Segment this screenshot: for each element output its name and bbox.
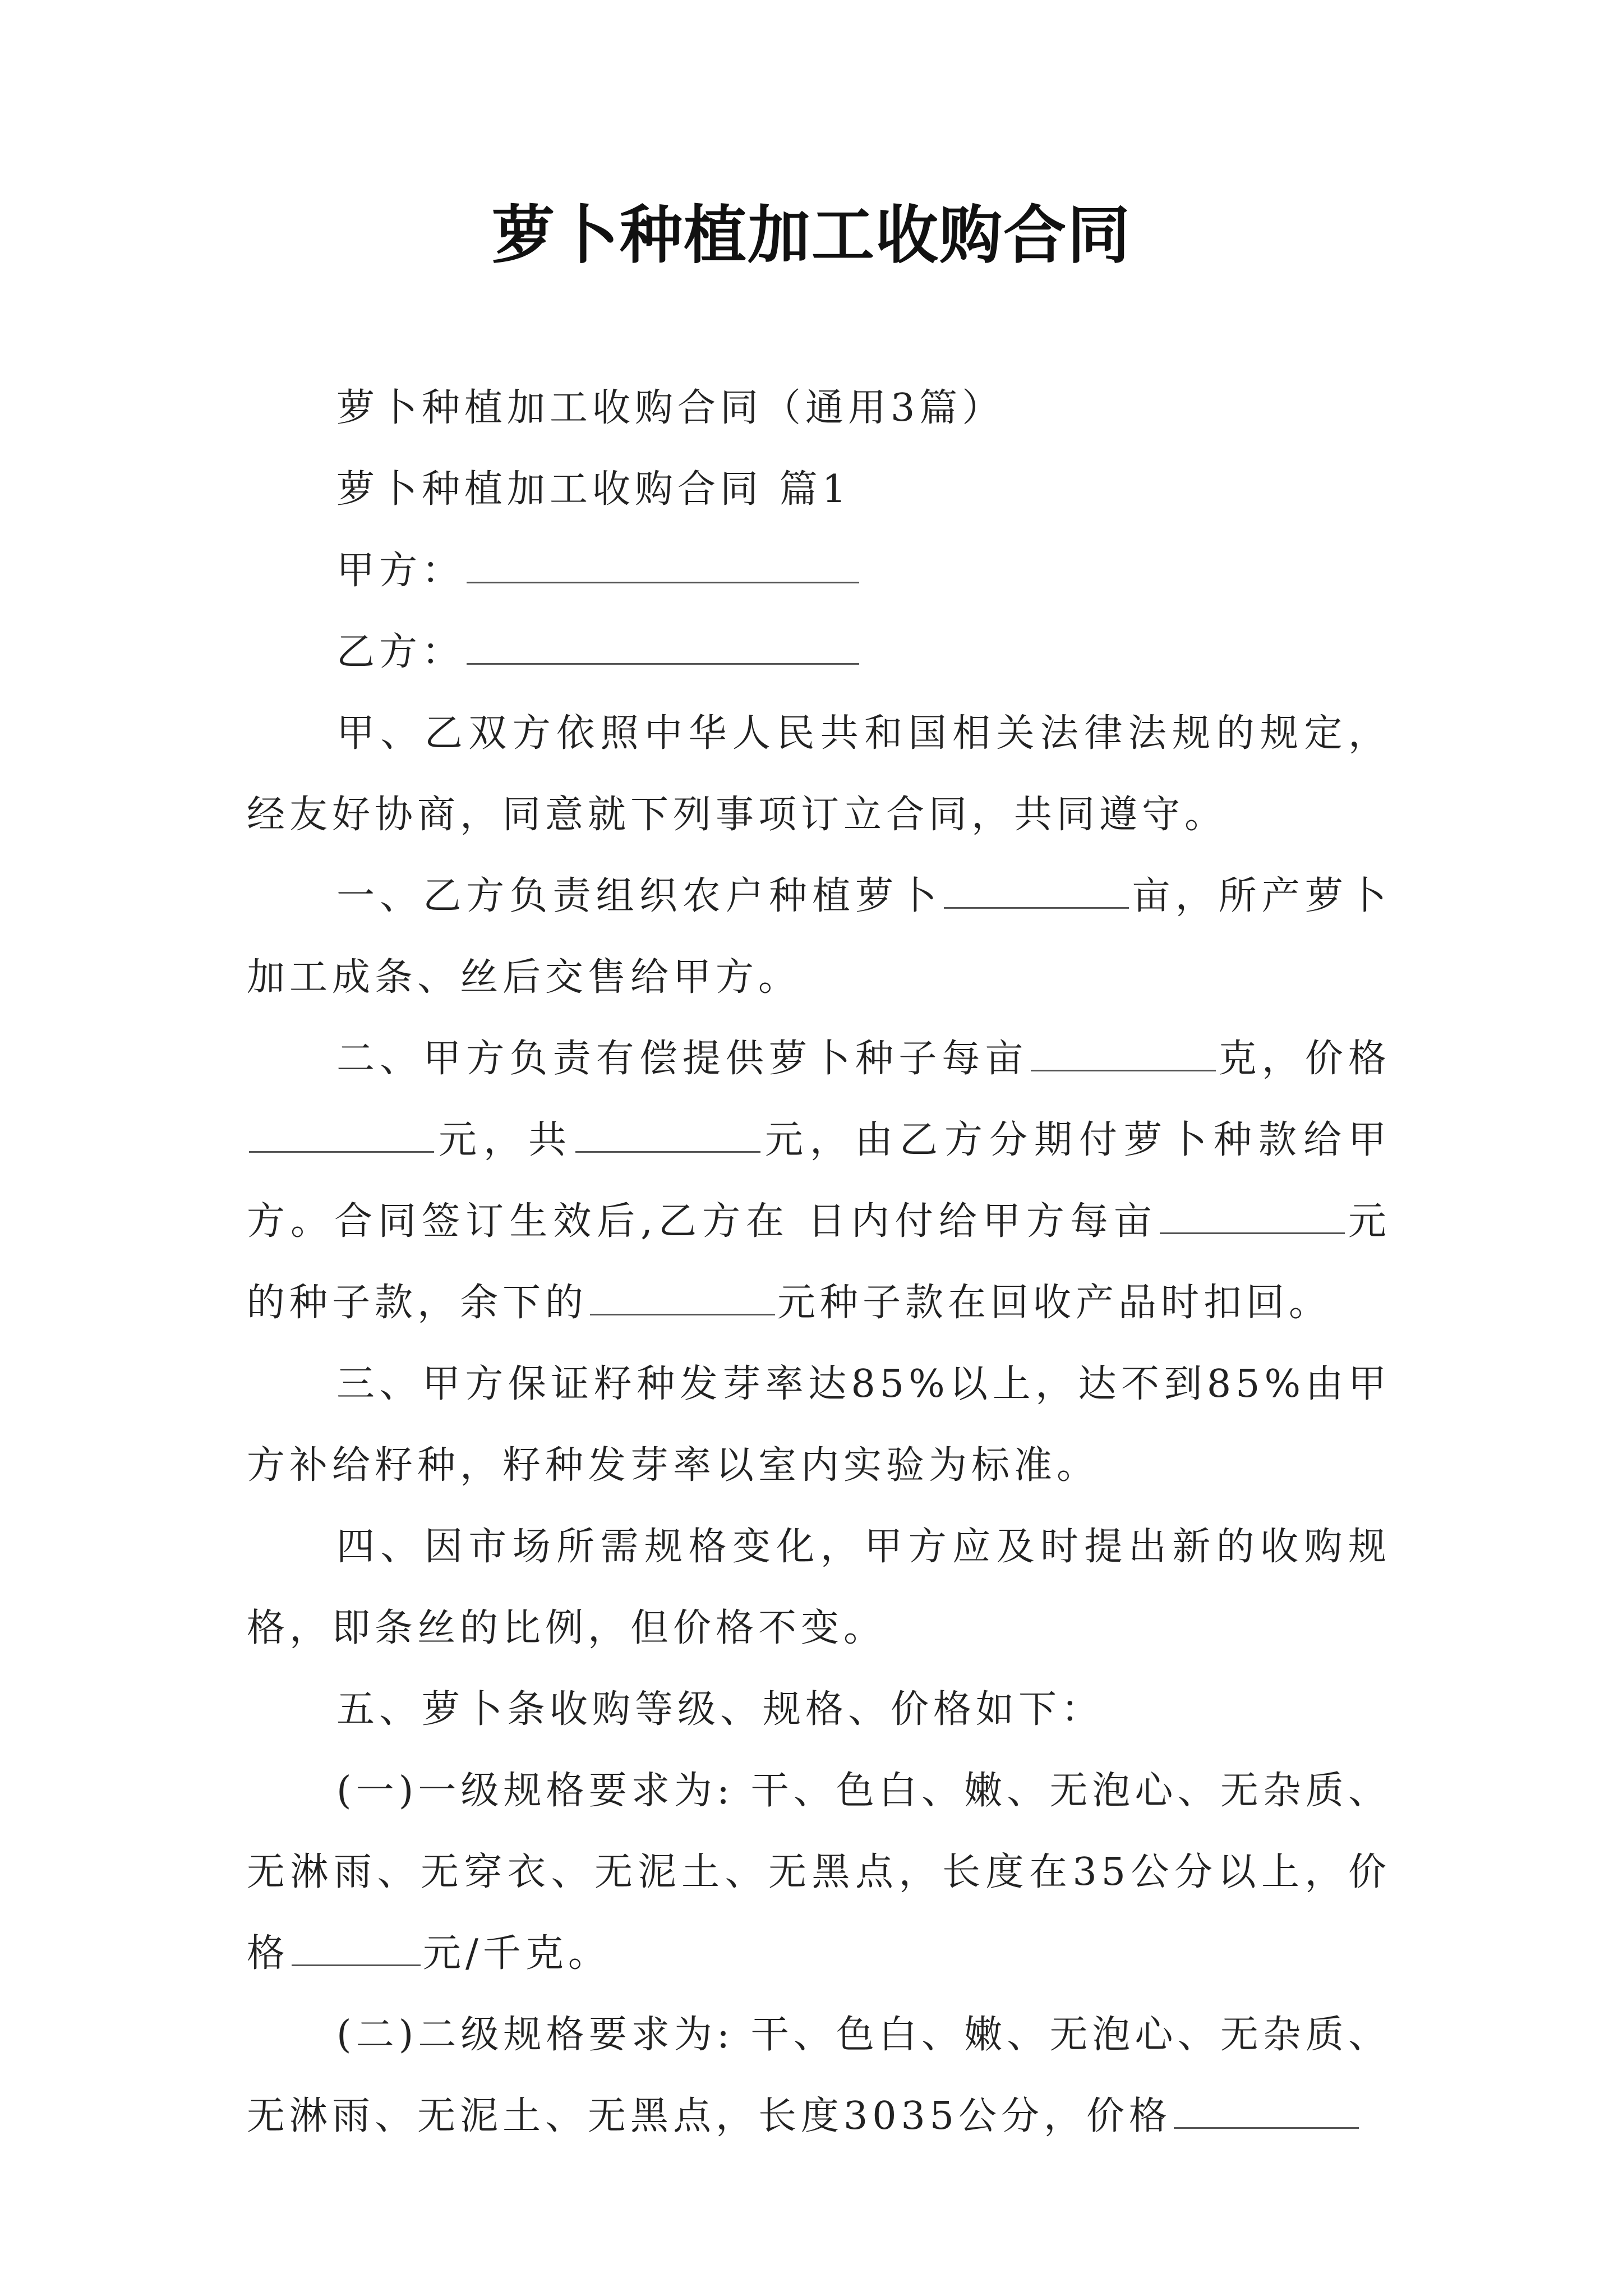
clause-2-text: 元种子款在回收产品时扣回。 bbox=[777, 1281, 1332, 1325]
seed-price-blank bbox=[249, 1117, 434, 1153]
per-mu-payment-blank bbox=[1160, 1199, 1345, 1234]
grade-1-price-blank bbox=[292, 1931, 421, 1966]
clause-2-text: 元的种子款，余下的 bbox=[247, 1199, 1391, 1325]
clause-1-text-end: 亩，所产萝卜加工成条、丝后交售给甲方。 bbox=[247, 874, 1391, 1000]
remaining-payment-blank bbox=[590, 1280, 775, 1315]
section-heading: 萝卜种植加工收购合同 篇1 bbox=[336, 467, 851, 512]
clause-5: 五、萝卜条收购等级、规格、价格如下： bbox=[336, 1687, 1104, 1732]
seed-total-blank bbox=[575, 1117, 760, 1153]
party-a-line bbox=[247, 530, 1391, 611]
document-body bbox=[247, 367, 1391, 2157]
acreage-blank bbox=[944, 873, 1129, 909]
clause-2 bbox=[247, 1018, 1391, 1343]
party-a-label: 甲方： bbox=[336, 549, 465, 593]
grade-1 bbox=[247, 1750, 1391, 1994]
seed-grams-blank bbox=[1031, 1036, 1216, 1071]
intro-paragraph: 甲、乙双方依照中华人民共和国相关法律法规的规定，经友好协商，同意就下列事项订立合同，共同遵守。 bbox=[247, 711, 1391, 837]
grade-2-text: (二)二级规格要求为: 干、色白、嫩、无泡心、无杂质、无淋雨、无泥土、无黑点，长度3035公分，价格 bbox=[247, 2013, 1391, 2138]
party-a-blank bbox=[467, 548, 859, 583]
clause-2-text: 二、甲方负责有偿提供萝卜种子每亩 bbox=[336, 1037, 1029, 1081]
grade-2 bbox=[247, 1994, 1391, 2157]
document-subtitle: 萝卜种植加工收购合同（通用3篇） bbox=[336, 386, 1005, 430]
grade-2-price-blank bbox=[1174, 2093, 1359, 2129]
clause-1 bbox=[247, 855, 1391, 1018]
party-b-line bbox=[247, 611, 1391, 693]
grade-1-text-end: 元/千克。 bbox=[423, 1931, 611, 1976]
clause-2-text: 元，共 bbox=[436, 1118, 573, 1162]
clause-3: 三、甲方保证籽种发芽率达85%以上，达不到85%由甲方补给籽种，籽种发芽率以室内实验为标准。 bbox=[247, 1362, 1391, 1488]
clause-1-text: 一、乙方负责组织农户种植萝卜 bbox=[336, 874, 942, 918]
clause-2-text: 克，价格 bbox=[1218, 1037, 1391, 1081]
party-b-label: 乙方： bbox=[336, 630, 465, 674]
grade-1-text: (一)一级规格要求为: 干、色白、嫩、无泡心、无杂质、无淋雨、无穿衣、无泥土、无黑点，长度在35公分以上，价格 bbox=[247, 1769, 1391, 1976]
party-b-blank bbox=[467, 629, 859, 665]
clause-2-text: 元，由乙方分期付萝卜种款给甲方。合同签订生效后,乙方在 日内付给甲方每亩 bbox=[247, 1118, 1391, 1244]
clause-4: 四、因市场所需规格变化，甲方应及时提出新的收购规格，即条丝的比例，但价格不变。 bbox=[247, 1525, 1391, 1650]
document-title: 萝卜种植加工收购合同 bbox=[492, 199, 1131, 272]
